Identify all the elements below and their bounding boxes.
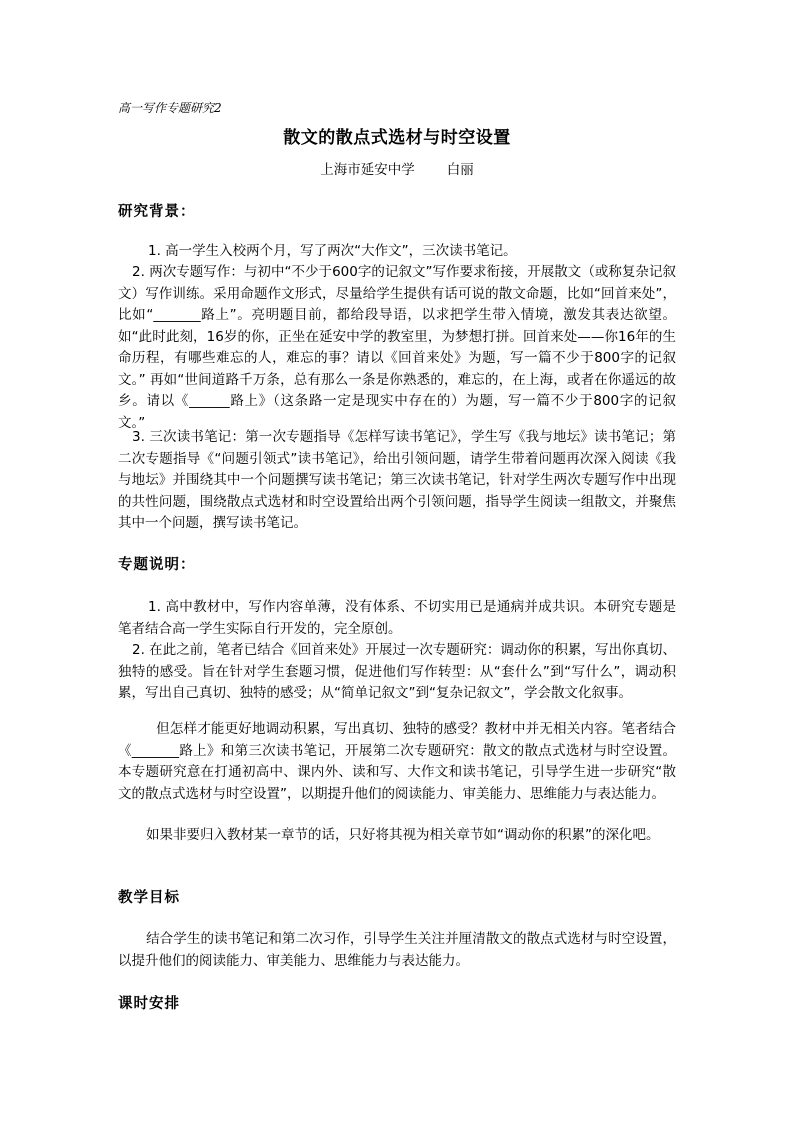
background-p3-text: 3. 三次读书笔记：第一次专题指导《怎样写读书笔记》，学生写《我与地坛》读书笔记；第二次专题指导《“问题引领式”读书笔记》，给出引领问题，请学生带着问题再次深入阅读《我与地坛》并围绕其中一个问题撰写读书笔记；第三次读书笔记，针对学生两次专题写作中出现的共性问题，围绕散点式选材和时空设置给出两个引领问题，指导学生阅读一组散文，并聚焦其中一个问题，撰写读书笔记。: [118, 429, 676, 531]
explanation-p3-text: 但怎样才能更好地调动积累，写出真切、独特的感受？教材中并无相关内容。笔者结合《_______路上》和第三次读书笔记，开展第二次专题研究：散文的散点式选材与时空设置。本专题研究意在打通初高中、课内外、读和写、大作文和读书笔记，引导学生进一步研究“散文的散点式选材与时空设置”，以期提升他们的阅读能力、审美能力、思维能力与表达能力。: [118, 721, 676, 802]
header-note: 高一写作专题研究2: [118, 101, 222, 115]
heading-explanation: 专题说明：: [118, 557, 196, 573]
author-school: 上海市延安中学: [320, 162, 415, 178]
heading-background: 研究背景：: [118, 204, 196, 220]
background-p1-text: 1. 高一学生入校两个月，写了两次“大作文”，三次读书笔记。: [148, 243, 517, 259]
author-name: 白丽: [446, 162, 474, 178]
goals-p1-text: 结合学生的读书笔记和第二次习作，引导学生关注并厘清散文的散点式选材与时空设置，以提升他们的阅读能力、审美能力、思维能力与表达能力。: [118, 931, 676, 969]
explanation-p2-text: 2. 在此之前，笔者已结合《回首来处》开展过一次专题研究：调动你的积累，写出你真切、独特的感受。旨在针对学生套题习惯，促进他们写作转型：从“套什么”到“写什么”，调动积累，写出自己真切、独特的感受；从“简单记叙文”到“复杂记叙文”，学会散文化叙事。: [118, 642, 676, 701]
explanation-paragraph-3: [118, 719, 676, 805]
background-p2-text: 2. 两次专题写作：与初中“不少于600字的记叙文”写作要求衔接，开展散文（或称复杂记叙文）写作训练。采用命题作文形式，尽量给学生提供有话可说的散文命题，比如“回首来处”，比如“_______路上”。亮明题目前，都给段导语，以求把学生带入情境，激发其表达欲望。如“此时此刻，16岁的你，正坐在延安中学的教室里，为梦想打拼。回首来处——你16年的生命历程，有哪些难忘的人，难忘的事？请以《回首来处》为题，写一篇不少于800字的记叙文。” 再如“世间道路千万条，总有那么一条是你熟悉的，难忘的，在上海，或者在你遥远的故乡。请以《______路上》（这条路一定是现实中存在的）为题，写一篇不少于800字的记叙文。”: [118, 264, 676, 431]
explanation-p4-text: 如果非要归入教材某一章节的话，只好将其视为相关章节如“调动你的积累”的深化吧。: [146, 827, 660, 843]
author-line: [0, 161, 794, 179]
goals-paragraph-1: [118, 929, 676, 972]
explanation-paragraph-2: [118, 640, 676, 705]
explanation-paragraph-1: [118, 597, 676, 640]
heading-goals: 教学目标: [118, 890, 180, 906]
page-title: 散文的散点式选材与时空设置: [283, 128, 511, 148]
background-paragraph-2: [118, 262, 676, 434]
background-paragraph-1: [118, 241, 676, 263]
explanation-paragraph-4: [118, 825, 676, 847]
explanation-p1-text: 1. 高中教材中，写作内容单薄，没有体系、不切实用已是通病并成共识。本研究专题是笔者结合高一学生实际自行开发的，完全原创。: [118, 599, 676, 637]
background-paragraph-3: [118, 427, 676, 535]
heading-schedule: 课时安排: [118, 996, 180, 1012]
